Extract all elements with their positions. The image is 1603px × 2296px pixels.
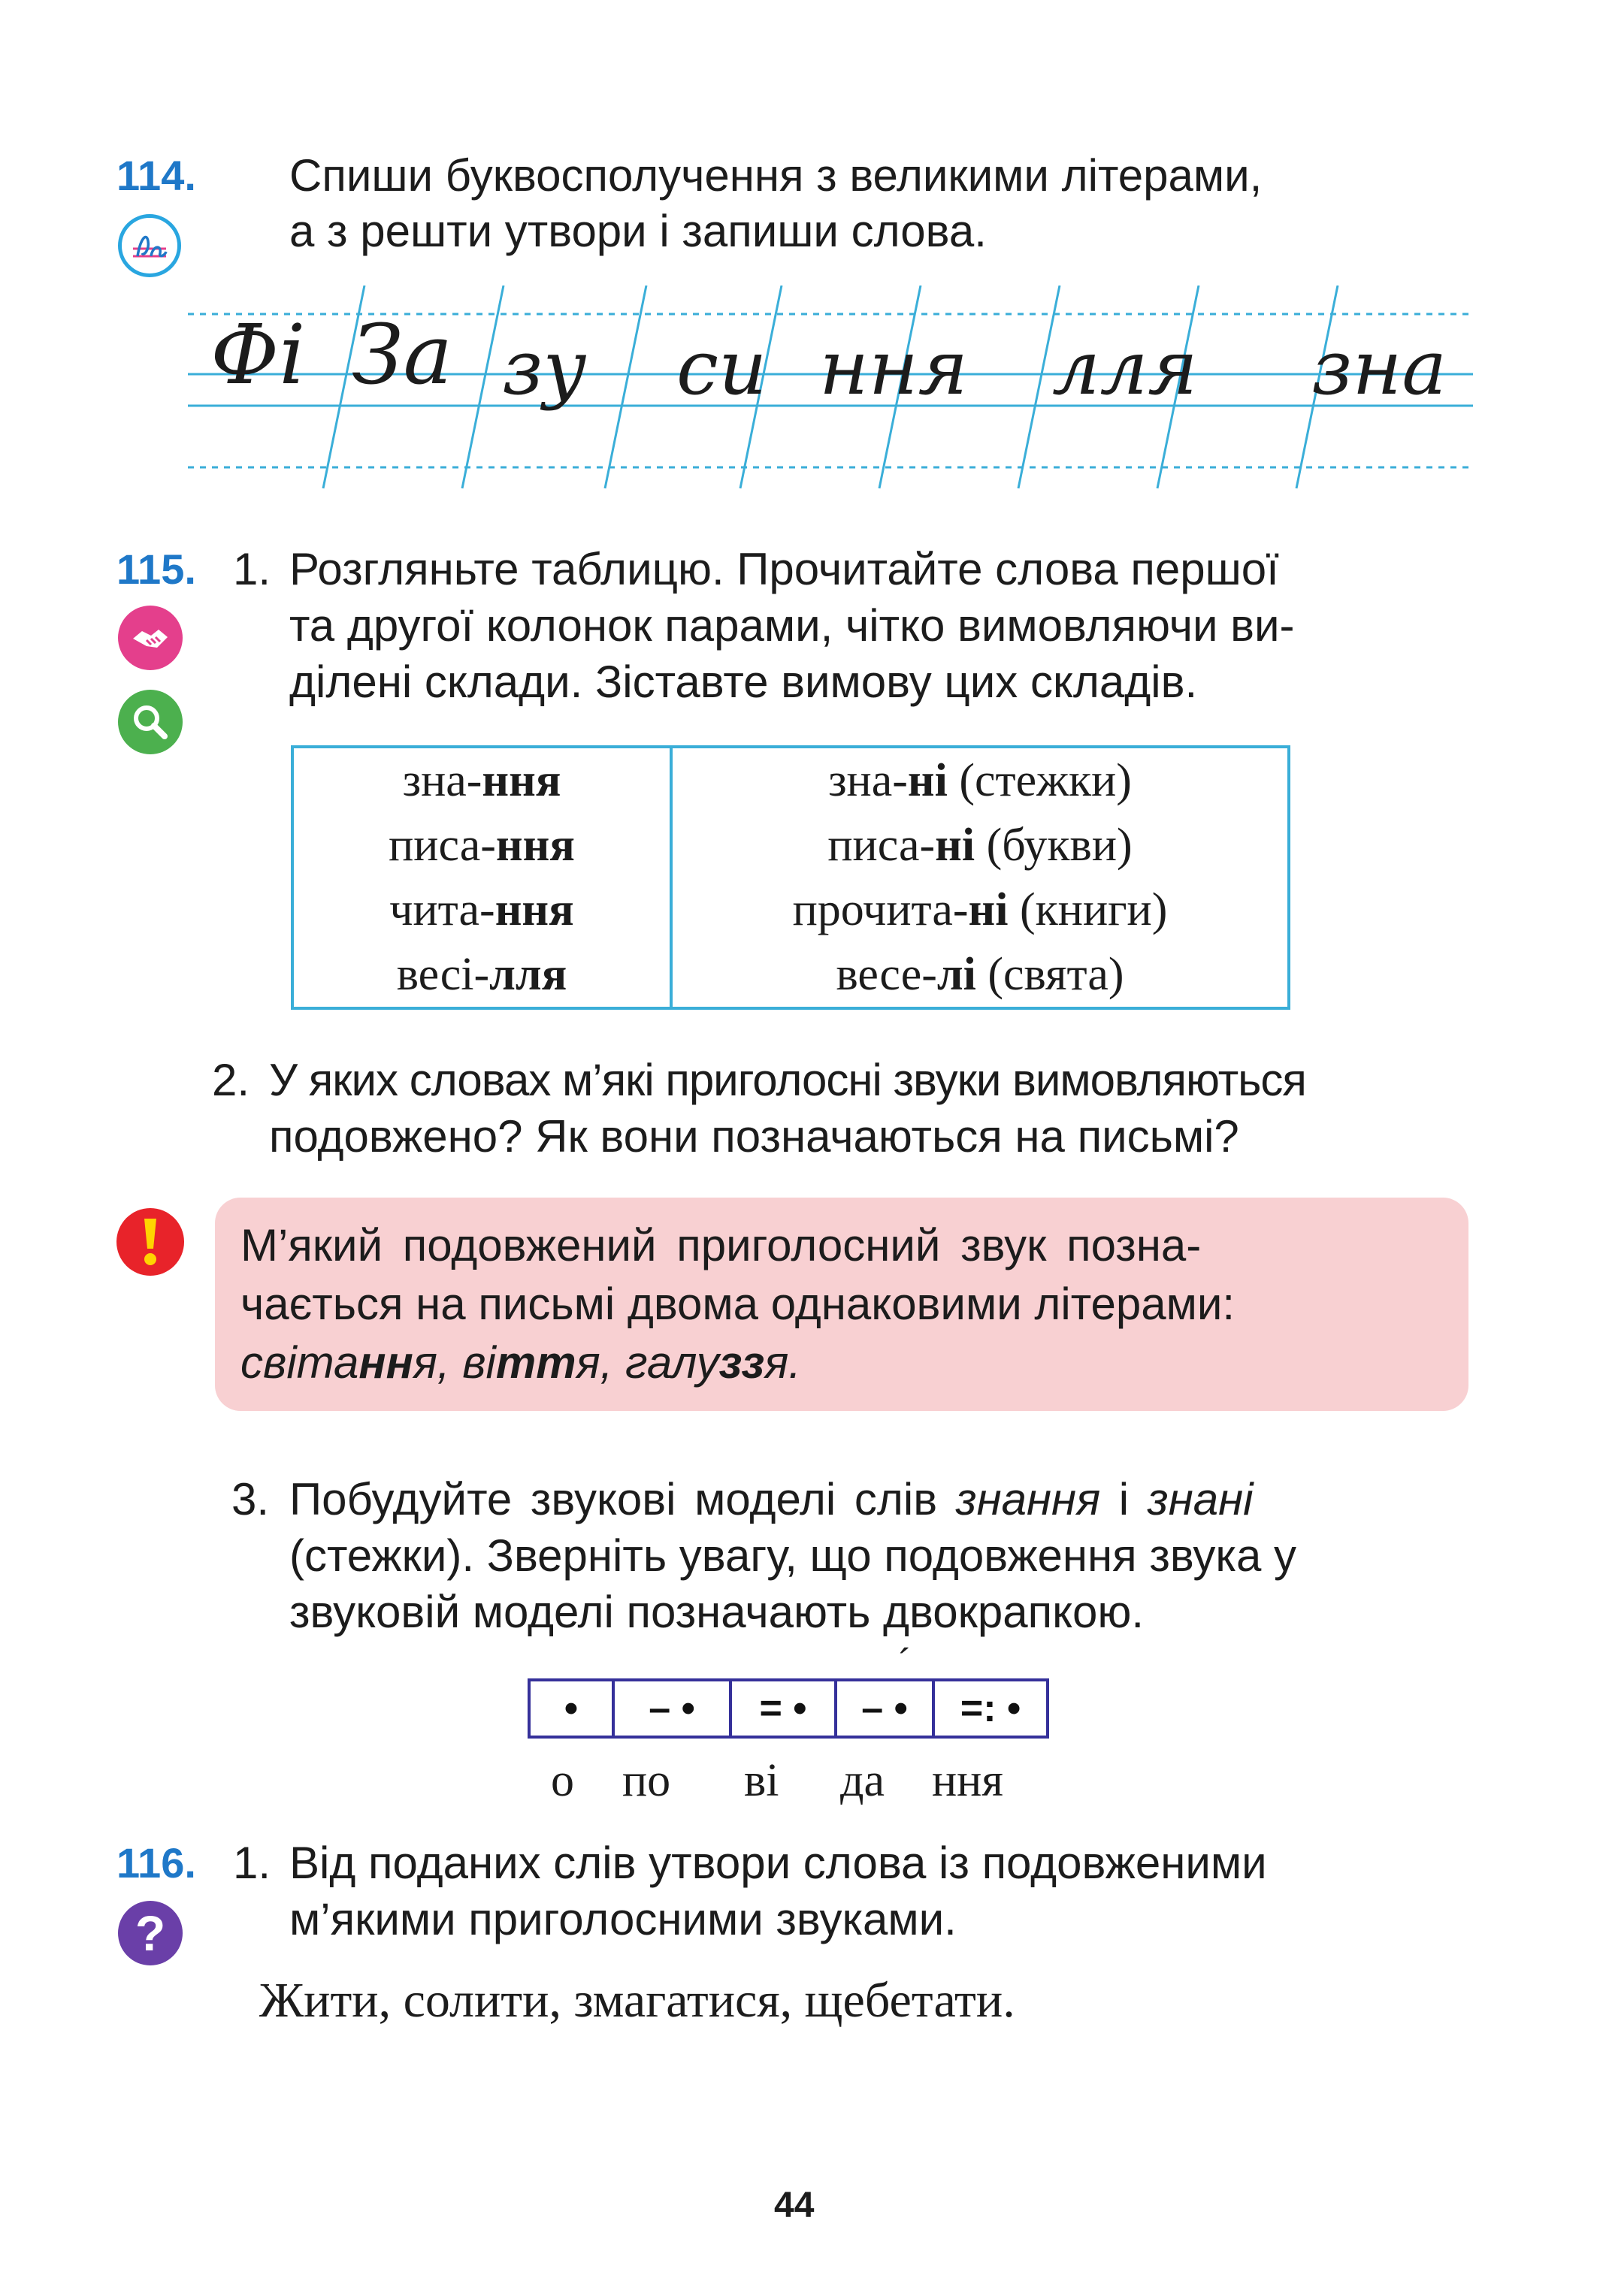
rule-line-1: М’який подовжений приголосний звук позна- [240, 1220, 1202, 1270]
table-cell: прочита-ні (книги) [792, 884, 1168, 935]
model-cell: – • [837, 1681, 935, 1736]
exercise-114-line-2: а з решти утвори і запиши слова. [289, 206, 987, 256]
handwriting-icon [118, 214, 181, 277]
exercise-115-number: 115. [116, 545, 196, 593]
stress-mark: ´ [899, 1642, 912, 1685]
model-cell: = • [732, 1681, 837, 1736]
exercise-115-task2-number: 2. [212, 1055, 250, 1105]
exercise-115-task2-line-1: У яких словах м’які приголосні звуки вимовляються [269, 1055, 1306, 1105]
syllable-table [291, 745, 1290, 1010]
exercise-115-task1-number: 1. [233, 544, 271, 594]
rule-examples: світання, віття, галуззя. [240, 1337, 801, 1388]
model-syllable: ві [744, 1755, 779, 1806]
exercise-116-words: Жити, солити, змагатися, щебетати. [259, 1973, 1015, 2028]
exercise-116-number: 116. [116, 1839, 196, 1887]
exercise-115-task1-line-2: та другої колонок парами, чітко вимовляючи ви- [289, 600, 1295, 651]
exercise-115-task3-line-1: Побудуйте звукові моделі слів знання і знані [289, 1474, 1254, 1524]
model-syllable: о [551, 1755, 574, 1806]
model-syllable: да [840, 1755, 885, 1806]
sound-model [528, 1678, 1049, 1739]
table-cell: весі-лля [396, 949, 567, 1000]
handwriting-word-3: зу [502, 324, 587, 412]
rule-line-2: чається на письмі двома однаковими літерами: [240, 1279, 1236, 1329]
model-syllable: ння [932, 1755, 1003, 1806]
exercise-114-number: 114. [116, 152, 196, 199]
handwriting-word-6: лля [1052, 324, 1198, 412]
model-syllable: по [622, 1755, 671, 1806]
exercise-115-task3-line-2: (стежки). Зверніть увагу, що подовження звука у [289, 1530, 1297, 1581]
table-cell: писа-ння [389, 820, 575, 871]
exclamation-icon [116, 1208, 184, 1276]
table-column-right [671, 747, 1289, 1008]
exercise-115-task3-number: 3. [231, 1474, 270, 1524]
table-cell: писа-ні (букви) [827, 820, 1133, 871]
page-number: 44 [774, 2186, 815, 2225]
table-cell: зна-ння [402, 755, 561, 806]
model-cell: – • [615, 1681, 732, 1736]
model-cell: • [531, 1681, 615, 1736]
exercise-115-task1-line-1: Розгляньте таблицю. Прочитайте слова першої [289, 544, 1279, 594]
table-column-left [292, 747, 671, 1008]
table-cell: зна-ні (стежки) [828, 755, 1132, 806]
handshake-icon [118, 606, 183, 670]
handwriting-word-4: си [676, 324, 767, 412]
table-cell: чита-ння [389, 884, 574, 935]
magnifier-icon [118, 690, 183, 754]
exercise-115-task1-line-3: ділені склади. Зіставте вимову цих складів. [289, 657, 1198, 707]
table-cell: весе-лі (свята) [836, 949, 1124, 1000]
model-cell: =: • [960, 1687, 1021, 1730]
exercise-116-task1-number: 1. [233, 1838, 271, 1888]
exercise-115-task3-line-3: звуковій моделі позначають двокрапкою. [289, 1587, 1145, 1637]
question-icon: ? [118, 1901, 183, 1965]
exercise-116-task1-line-2: м’якими приголосними звуками. [289, 1894, 957, 1944]
handwriting-word-7: зна [1311, 324, 1447, 412]
handwriting-word-5: ння [819, 324, 968, 412]
handwriting-word-2: За [352, 307, 453, 403]
exercise-114-line-1: Спиши буквосполучення з великими літерами, [289, 150, 1263, 201]
handwriting-word-1: Фі [210, 307, 306, 403]
exercise-116-task1-line-1: Від поданих слів утвори слова із подовженими [289, 1838, 1267, 1888]
exercise-115-task2-line-2: подовжено? Як вони позначаються на письмі? [269, 1111, 1239, 1162]
